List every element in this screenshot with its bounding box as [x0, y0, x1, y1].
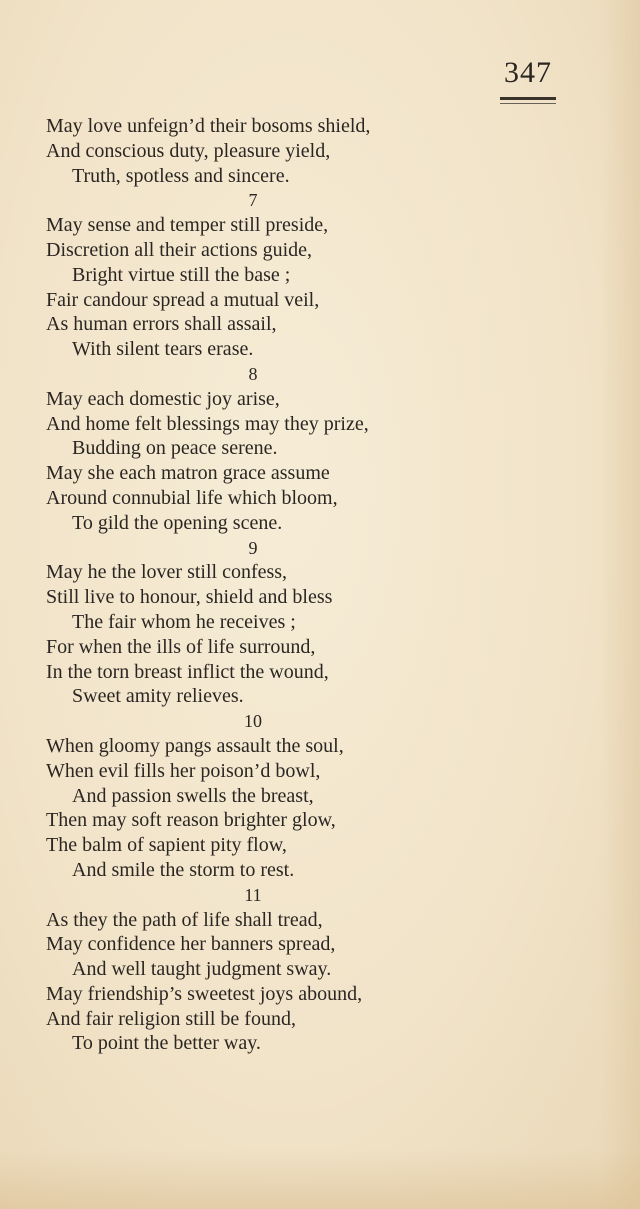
verse-line: And conscious duty, pleasure yield,: [46, 139, 331, 162]
verse-line: May sense and temper still preside,: [46, 214, 329, 237]
verse-line: May love unfeign’d their bosoms shield,: [46, 115, 371, 137]
poem-text: [46, 114, 486, 1056]
verse-line: As they the path of life shall tread,: [46, 908, 323, 931]
verse-line: Sweet amity relieves.: [72, 685, 244, 708]
verse-line: Then may soft reason brighter glow,: [46, 809, 336, 832]
stanza-number: 9: [248, 537, 258, 558]
verse-line: Discretion all their actions guide,: [46, 238, 313, 261]
verse-line: And well taught judgment sway.: [72, 958, 332, 981]
header-rule: [500, 97, 556, 100]
page-number: 347: [504, 56, 552, 89]
verse-line: The fair whom he receives ;: [72, 610, 296, 633]
stanza-number: 10: [244, 711, 262, 732]
verse-line: When gloomy pangs assault the soul,: [46, 734, 344, 757]
stanza-number: 11: [244, 884, 262, 905]
verse-line: May he the lover still confess,: [46, 561, 288, 584]
verse-line: With silent tears erase.: [72, 338, 254, 361]
verse-line: The balm of sapient pity flow,: [46, 834, 287, 857]
page-edge-shading: [600, 0, 640, 1209]
stanza-number: 7: [248, 190, 258, 211]
verse-line: And passion swells the breast,: [72, 784, 314, 807]
verse-line: May each domestic joy arise,: [46, 387, 280, 410]
verse-line: When evil fills her poison’d bowl,: [46, 759, 321, 782]
verse-line: Bright virtue still the base ;: [72, 263, 291, 286]
verse-line: In the torn breast inflict the wound,: [46, 660, 329, 683]
verse-line: And home felt blessings may they prize,: [46, 412, 369, 435]
verse-line: For when the ills of life surround,: [46, 635, 316, 658]
verse-line: And smile the storm to rest.: [72, 858, 295, 881]
verse-line: To point the better way.: [72, 1032, 261, 1055]
verse-line: Still live to honour, shield and bless: [46, 586, 333, 609]
page-bottom-shading: [0, 1149, 640, 1209]
verse-line: As human errors shall assail,: [46, 313, 277, 336]
verse-line: May she each matron grace assume: [46, 462, 330, 485]
verse-line: Fair candour spread a mutual veil,: [46, 288, 320, 311]
verse-line: May friendship’s sweetest joys abound,: [46, 982, 363, 1005]
header-rule-thin: [500, 103, 556, 104]
verse-line: May confidence her banners spread,: [46, 933, 336, 956]
verse-line: And fair religion still be found,: [46, 1007, 296, 1030]
verse-line: Truth, spotless and sincere.: [72, 164, 290, 187]
verse-line: To gild the opening scene.: [72, 511, 283, 534]
verse-line: Around connubial life which bloom,: [46, 486, 338, 509]
verse-line: Budding on peace serene.: [72, 437, 278, 460]
stanza-number: 8: [248, 363, 258, 384]
